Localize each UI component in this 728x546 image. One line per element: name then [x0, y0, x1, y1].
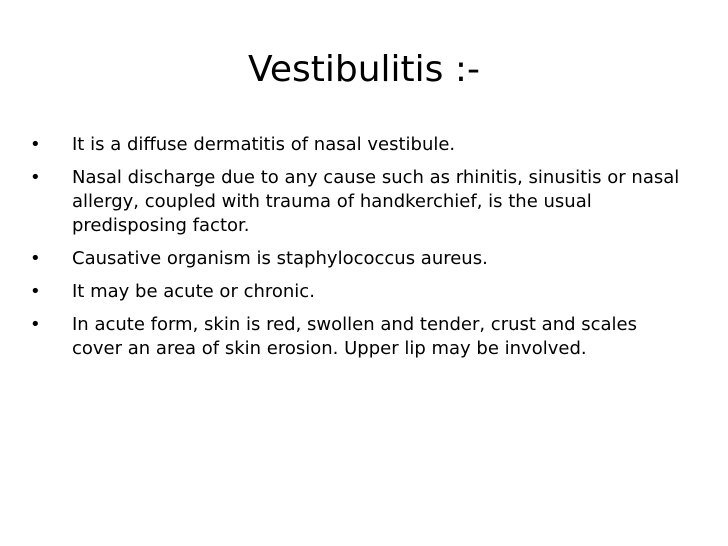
slide-title: Vestibulitis :-: [248, 49, 480, 90]
bullet-item: [30, 166, 690, 238]
bullet-point-icon: •: [30, 314, 41, 335]
bullet-item: [30, 313, 690, 361]
bullet-point-icon: •: [30, 248, 41, 269]
bullet-text: Nasal discharge due to any cause such as rhinitis, sinusitis or nasal allergy, coupled with trauma of handkerchief, is the usual predisposing factor.: [72, 167, 680, 236]
bullet-point-icon: •: [30, 167, 41, 188]
bullet-item: [30, 280, 690, 304]
bullet-text: Causative organism is staphylococcus aureus.: [72, 248, 488, 269]
bullet-point-icon: •: [30, 281, 41, 302]
bullet-text: In acute form, skin is red, swollen and tender, crust and scales cover an area of skin erosion. Upper lip may be involved.: [72, 314, 638, 359]
bullet-text: It is a diffuse dermatitis of nasal vestibule.: [72, 134, 456, 155]
bullet-list: [30, 133, 690, 370]
bullet-text: It may be acute or chronic.: [72, 281, 315, 302]
bullet-point-icon: •: [30, 134, 41, 155]
bullet-item: [30, 247, 690, 271]
bullet-item: [30, 133, 690, 157]
